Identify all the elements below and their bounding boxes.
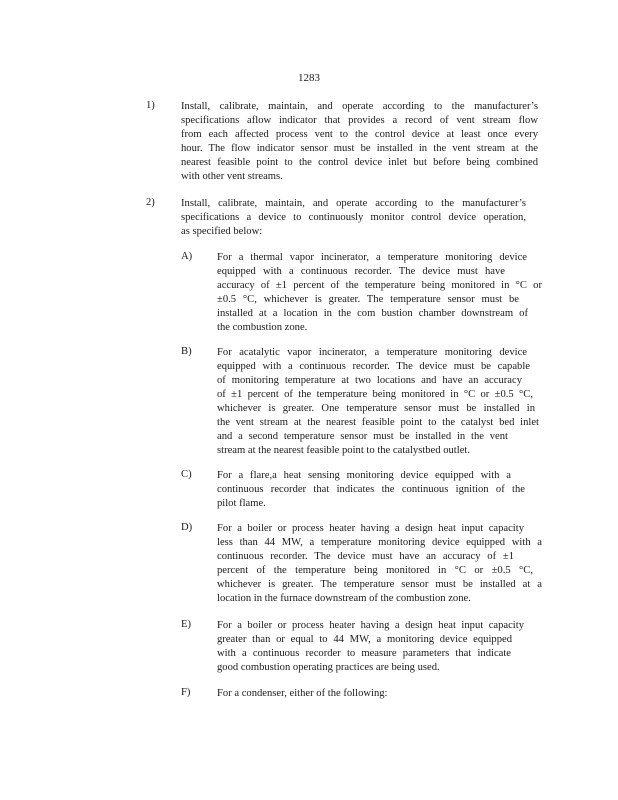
sub-item-marker: E) (181, 619, 191, 630)
sub-item-text (217, 687, 542, 701)
sub-item-marker: F) (181, 687, 191, 698)
text-line: good combustion operating practices are being used. (217, 662, 440, 673)
text-line: For acatalytic vapor incinerator, a temperature monitoring device (217, 347, 527, 358)
text-line: pilot flame. (217, 498, 266, 509)
text-line: and a second temperature sensor must be installed in the vent (217, 431, 508, 442)
text-line: continuous recorder. The device must have an accuracy of ±1 (217, 551, 514, 562)
text-line: of ±1 percent of the temperature being monitored in °C or ±0.5 °C, (217, 389, 533, 400)
page-number: 1283 (298, 72, 320, 84)
sub-item-marker: A) (181, 251, 193, 262)
text-line: For a flare,a heat sensing monitoring device equipped with a (217, 470, 511, 481)
text-line: of monitoring temperature at two locations and have an accuracy (217, 375, 522, 386)
text-line: the combustion zone. (217, 322, 308, 333)
text-line: nearest feasible point to the control device inlet but before being combined (181, 157, 538, 168)
text-line: For a boiler or process heater having a design heat input capacity (217, 523, 524, 534)
text-line: whichever is greater. The temperature sensor must be installed at a (217, 579, 542, 590)
sub-item-marker: D) (181, 522, 193, 533)
sub-item-text (217, 346, 539, 458)
text-line: percent of the temperature being monitored in °C or ±0.5 °C, (217, 565, 533, 576)
text-line: whichever is greater. One temperature sensor must be installed in (217, 403, 535, 414)
sub-item-text (217, 469, 542, 511)
text-line: ±0.5 °C, whichever is greater. The temperature sensor must be (217, 294, 519, 305)
text-line: Install, calibrate, maintain, and operate according to the manufacturer’s (181, 198, 526, 209)
sub-item-text (217, 522, 542, 606)
text-line: equipped with a continuous recorder. The device must have (217, 266, 505, 277)
sub-item-marker: B) (181, 346, 192, 357)
text-line: continuous recorder that indicates the continuous ignition of the (217, 484, 525, 495)
text-line: with a continuous recorder to measure parameters that indicate (217, 648, 511, 659)
text-line: hour. The flow indicator sensor must be installed in the vent stream at the (181, 143, 538, 154)
text-line: accuracy of ±1 percent of the temperature being monitored in °C or (217, 280, 542, 291)
text-line: location in the furnace downstream of the combustion zone. (217, 593, 471, 604)
text-line: For a condenser, either of the following: (217, 688, 388, 699)
text-line: specifications aflow indicator that provides a record of vent stream flow (181, 115, 538, 126)
list-item-text (181, 100, 538, 184)
text-line: Install, calibrate, maintain, and operate according to the manufacturer’s (181, 101, 538, 112)
text-line: the vent stream at the nearest feasible point to the catalyst bed inlet (217, 417, 539, 428)
text-line: stream at the nearest feasible point to the catalystbed outlet. (217, 445, 470, 456)
text-line: from each affected process vent to the control device at least once every (181, 129, 538, 140)
list-item-marker: 2) (146, 197, 155, 208)
text-line: equipped with a continuous recorder. The device must be capable (217, 361, 530, 372)
text-line: For a thermal vapor incinerator, a temperature monitoring device (217, 252, 527, 263)
text-line: with other vent streams. (181, 171, 283, 182)
text-line: installed at a location in the com bustion chamber downstream of (217, 308, 528, 319)
list-item-text (181, 197, 526, 239)
text-line: specifications a device to continuously monitor control device operation, (181, 212, 526, 223)
text-line: For a boiler or process heater having a design heat input capacity (217, 620, 524, 631)
list-item-marker: 1) (146, 100, 155, 111)
text-line: as specified below: (181, 226, 263, 237)
sub-item-marker: C) (181, 469, 192, 480)
sub-item-text (217, 251, 542, 335)
text-line: less than 44 MW, a temperature monitoring device equipped with a (217, 537, 542, 548)
sub-item-text (217, 619, 542, 675)
text-line: greater than or equal to 44 MW, a monitoring device equipped (217, 634, 512, 645)
